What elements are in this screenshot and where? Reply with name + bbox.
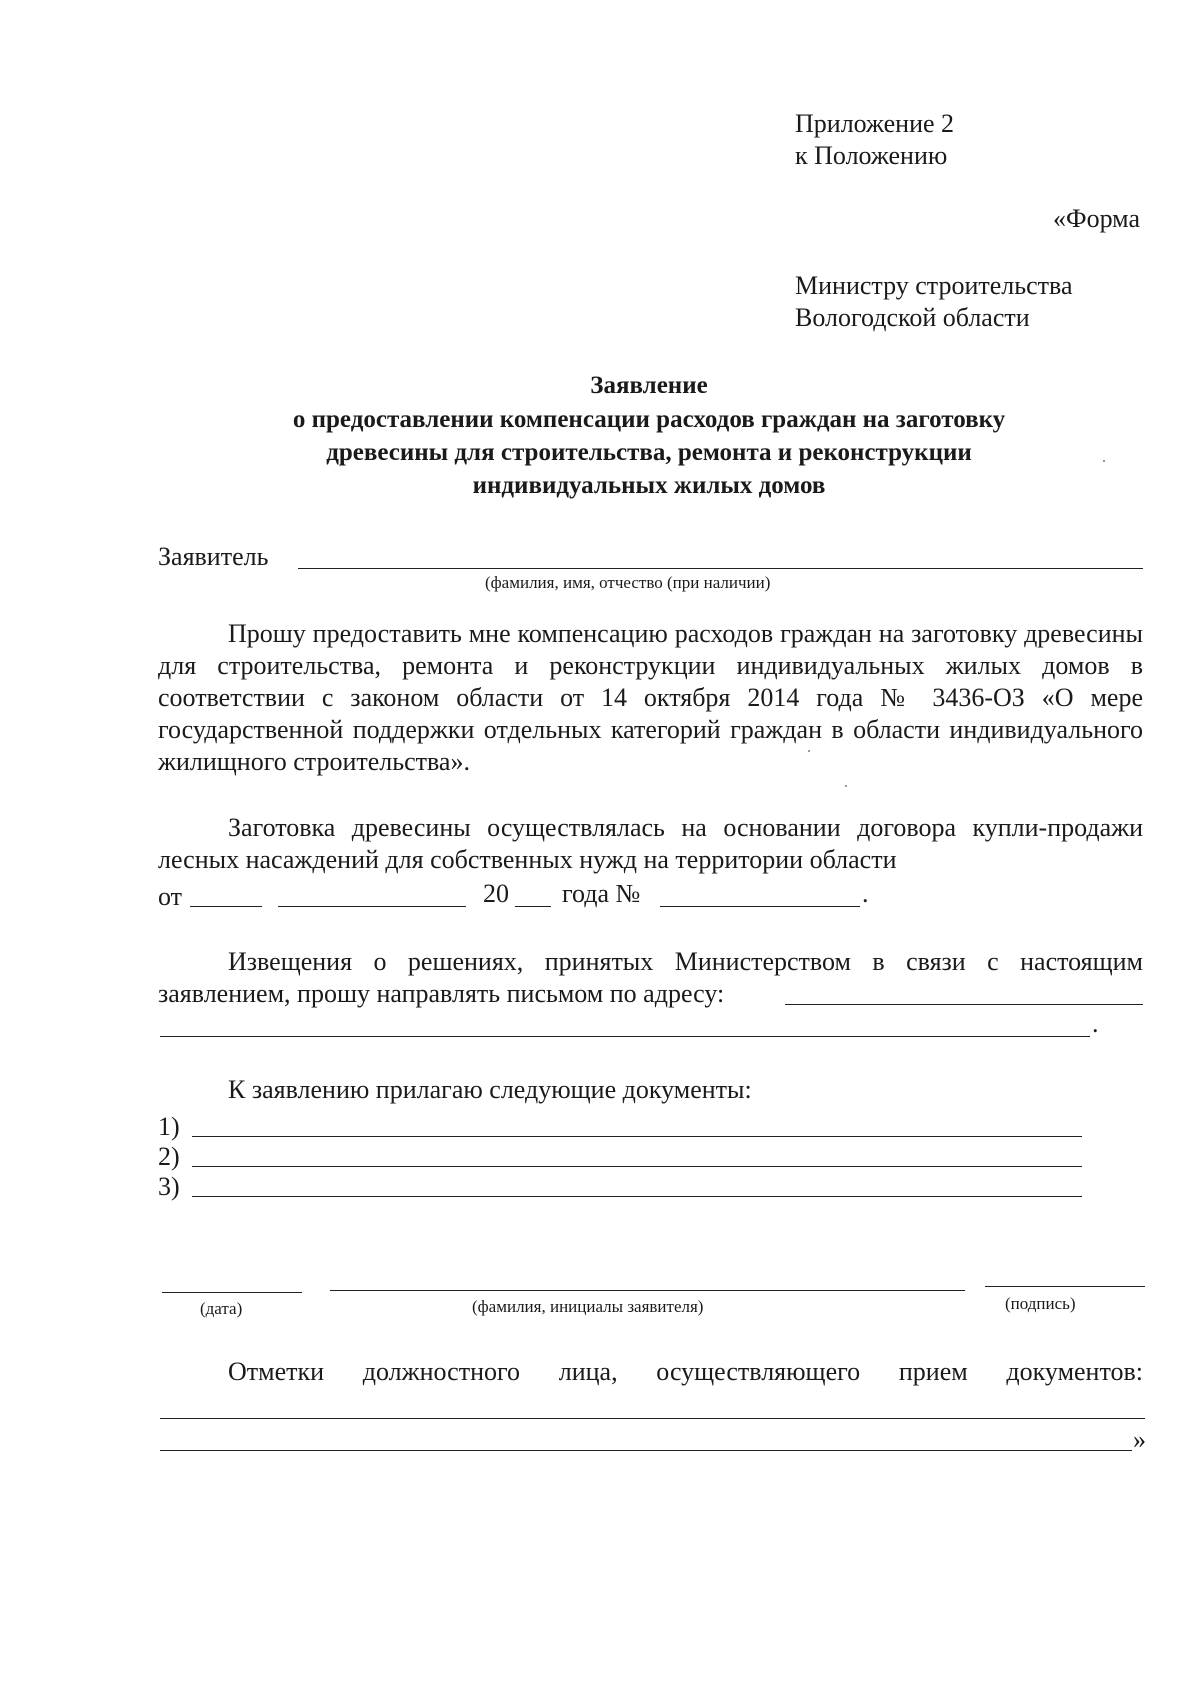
applicant-name-field[interactable]	[298, 568, 1143, 569]
contract-date-from-label: от	[158, 882, 183, 911]
attachment-field-2[interactable]	[192, 1166, 1082, 1167]
signature-sign-field[interactable]	[985, 1286, 1145, 1287]
address-period: .	[1092, 1009, 1099, 1038]
document-subtitle-line-1: о предоставлении компенсации расходов граждан на заготовку	[292, 406, 1006, 433]
timber-contract-paragraph	[158, 812, 1143, 876]
scan-speck	[845, 785, 847, 787]
attachment-field-3[interactable]	[192, 1196, 1082, 1197]
regulation-reference: к Положению	[795, 141, 948, 170]
timber-contract-text: Заготовка древесины осуществлялась на основании договора купли-продажи лесных насаждений для собственных нужд на территории области	[158, 813, 1143, 874]
address-paragraph	[158, 946, 1143, 1010]
official-marks-text: Отметки должностного лица, осуществляющего прием документов:	[228, 1357, 1143, 1386]
attachment-number-3: 3)	[158, 1172, 180, 1201]
official-marks-field-line-2[interactable]	[160, 1450, 1132, 1451]
address-field-line-1[interactable]	[785, 1004, 1143, 1005]
signature-name-field[interactable]	[330, 1290, 965, 1291]
attachments-intro: К заявлению прилагаю следующие документы:	[228, 1075, 752, 1104]
scan-speck	[1103, 460, 1105, 462]
official-marks-closing-quote: »	[1133, 1425, 1146, 1454]
attachment-number-1: 1)	[158, 1112, 180, 1141]
contract-period: .	[862, 879, 869, 908]
scan-speck	[808, 750, 810, 752]
contract-year-field[interactable]	[515, 906, 551, 907]
contract-day-field[interactable]	[190, 906, 262, 907]
signature-name-caption: (фамилия, инициалы заявителя)	[472, 1297, 704, 1316]
appendix-label: Приложение 2	[795, 109, 955, 138]
contract-year-prefix: 20	[483, 879, 509, 908]
official-marks-field-line-1[interactable]	[160, 1418, 1145, 1419]
document-subtitle-line-2: древесины для строительства, ремонта и реконструкции	[326, 439, 972, 466]
signature-date-field[interactable]	[162, 1292, 302, 1293]
address-field-line-2[interactable]	[160, 1036, 1090, 1037]
document-title: Заявление	[590, 372, 708, 399]
contract-number-label: года №	[562, 879, 641, 908]
attachment-field-1[interactable]	[192, 1136, 1082, 1137]
request-paragraph-text: Прошу предоставить мне компенсацию расходов граждан на заготовку древесины для строительства, ремонта и реконструкции индивидуальных жилых домов в соответствии с законом области от 14 октября 2014 года № 3436-ОЗ «О мере государственной поддержки отдельных категорий граждан в области индивидуального жилищного строительства».	[158, 619, 1143, 776]
request-paragraph	[158, 618, 1143, 778]
signature-date-caption: (дата)	[200, 1299, 243, 1318]
address-paragraph-text: Извещения о решениях, принятых Министерством в связи с настоящим заявлением, прошу направлять письмом по адресу:	[158, 947, 1143, 1008]
form-label: «Форма	[1053, 204, 1140, 233]
document-subtitle-line-3: индивидуальных жилых домов	[472, 472, 826, 499]
official-marks-paragraph	[158, 1356, 1143, 1388]
contract-month-field[interactable]	[278, 906, 466, 907]
attachment-number-2: 2)	[158, 1142, 180, 1171]
addressee-line-2: Вологодской области	[795, 303, 1030, 332]
applicant-name-caption: (фамилия, имя, отчество (при наличии)	[485, 573, 771, 592]
addressee-line-1: Министру строительства	[795, 271, 1073, 300]
applicant-label: Заявитель	[158, 542, 269, 571]
contract-number-field[interactable]	[660, 906, 860, 907]
signature-sign-caption: (подпись)	[1005, 1294, 1076, 1313]
